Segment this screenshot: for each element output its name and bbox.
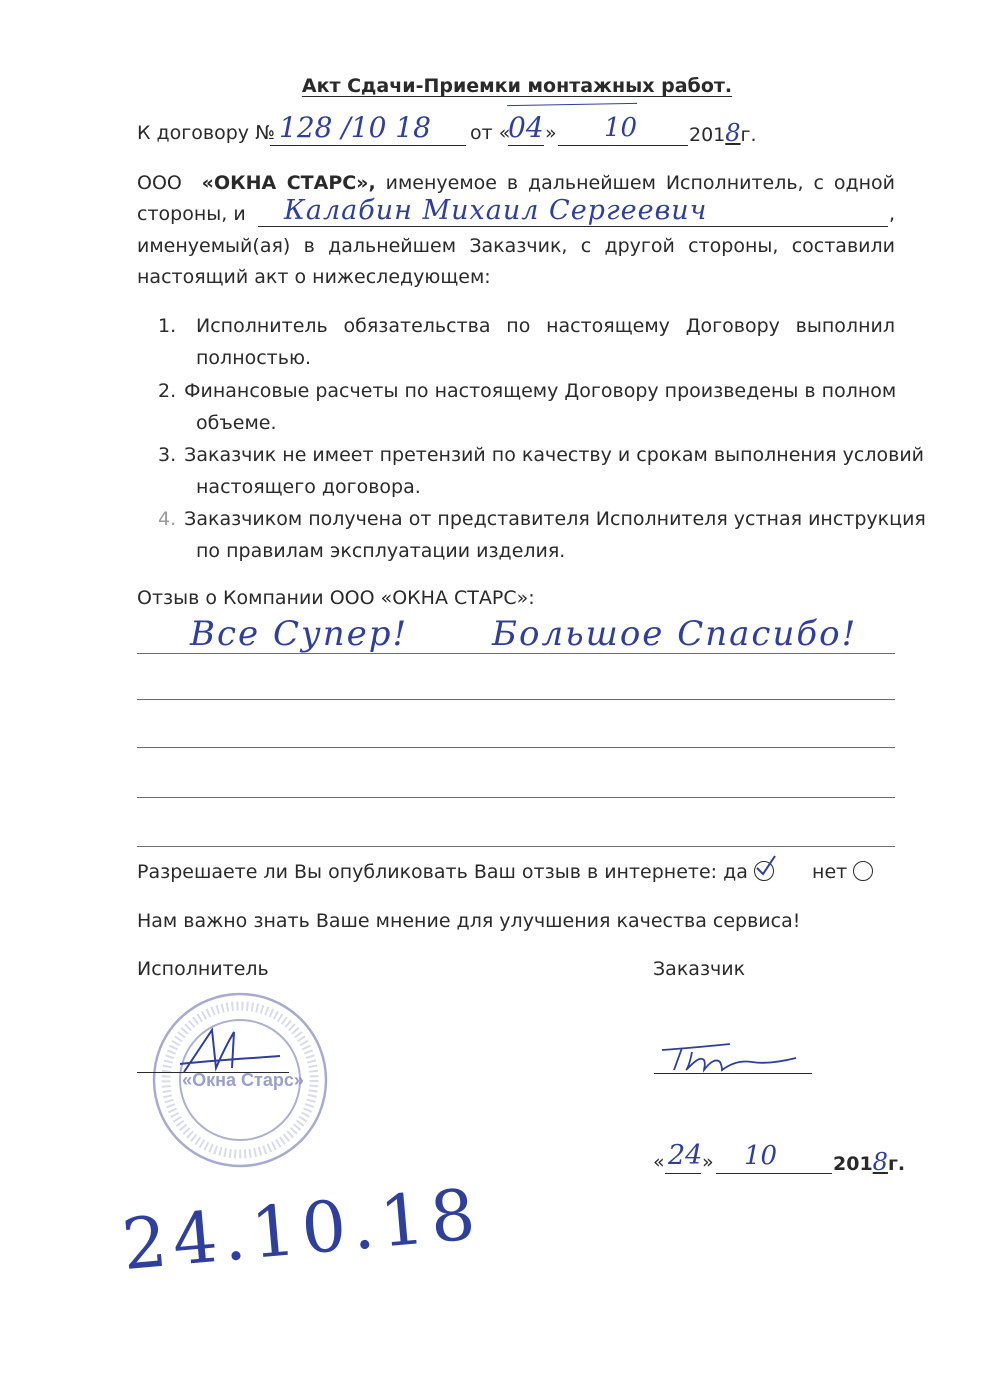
review-line-3 — [137, 747, 895, 748]
sign-date-year: 2018г. — [833, 1148, 906, 1176]
list-item: 2. Финансовые расчеты по настоящему Договору произведены в полном объеме. — [158, 380, 897, 434]
contract-day-close: » — [545, 122, 557, 144]
sign-date-close: » — [702, 1151, 714, 1173]
customer-label: Заказчик — [653, 958, 746, 980]
publish-no-label: нет — [812, 861, 848, 883]
intro-line-2-suffix: , — [889, 203, 896, 225]
publish-question: Разрешаете ли Вы опубликовать Ваш отзыв в интернете: — [137, 861, 718, 883]
review-text-1: Все Супер! — [190, 614, 409, 654]
publish-row — [137, 860, 873, 884]
sign-date-day-line — [665, 1173, 701, 1174]
review-text-2: Большое Спасибо! — [492, 614, 858, 654]
contract-month: 10 — [604, 113, 638, 143]
intro-line-1: ООО «ОКНА СТАРС», именуемое в дальнейшем Исполнитель, с одной — [137, 172, 895, 194]
contract-month-line — [558, 145, 688, 146]
sign-date-open: « — [653, 1151, 665, 1173]
contract-year-digit: 8 — [725, 119, 741, 147]
customer-name-line — [258, 226, 888, 227]
executor-signature-icon — [176, 1024, 286, 1079]
publish-yes-label: да — [723, 861, 748, 883]
contract-year: 2018г. — [689, 119, 757, 147]
publish-no-radio[interactable] — [853, 861, 873, 881]
review-line-4 — [137, 797, 895, 798]
customer-name: Калабин Михаил Сергеевич — [284, 195, 708, 226]
contract-number-line — [270, 145, 466, 146]
checkmark-icon — [753, 854, 779, 880]
document-title: Акт Сдачи-Приемки монтажных работ. — [301, 75, 733, 97]
list-item: 1. Исполнитель обязательства по настоящему Договору выполнил полностью. — [158, 315, 895, 369]
title-overline-mark — [507, 103, 637, 106]
contract-day: 04 — [508, 111, 544, 144]
sign-date-day: 24 — [668, 1140, 703, 1171]
review-label: Отзыв о Компании ООО «ОКНА СТАРС»: — [137, 587, 535, 609]
contract-number: 128 /10 18 — [279, 111, 431, 144]
review-line-2 — [137, 699, 895, 700]
contract-prefix: К договору № — [137, 122, 275, 144]
list-item: 4. Заказчиком получена от представителя Исполнителя устная инструкция по правилам эксплуатации изделия. — [158, 508, 926, 562]
sign-date-month: 10 — [744, 1141, 778, 1171]
stamp-text: «Окна Старс» — [182, 1070, 304, 1090]
review-line-1 — [137, 653, 895, 654]
publish-yes-radio[interactable] — [754, 861, 774, 881]
customer-signature-icon — [660, 1040, 800, 1076]
intro-line-2-prefix: стороны, и — [137, 203, 246, 225]
handwritten-date: 24.10.18 — [118, 1172, 485, 1286]
sign-date-year-digit: 8 — [872, 1148, 888, 1176]
review-line-5 — [137, 846, 895, 847]
executor-label: Исполнитель — [137, 958, 269, 980]
contract-day-line — [508, 145, 544, 146]
intro-line-4: настоящий акт о нижеследующем: — [137, 266, 491, 288]
intro-line-3: именуемый(ая) в дальнейшем Заказчик, с другой стороны, составили — [137, 235, 895, 257]
list-item: 3. Заказчик не имеет претензий по качеству и срокам выполнения условий настоящего договора. — [158, 444, 925, 498]
sign-date-month-line — [716, 1173, 832, 1174]
company-stamp — [150, 990, 330, 1170]
contract-from-label: от « — [470, 122, 511, 144]
service-note: Нам важно знать Ваше мнение для улучшения качества сервиса! — [137, 910, 801, 932]
